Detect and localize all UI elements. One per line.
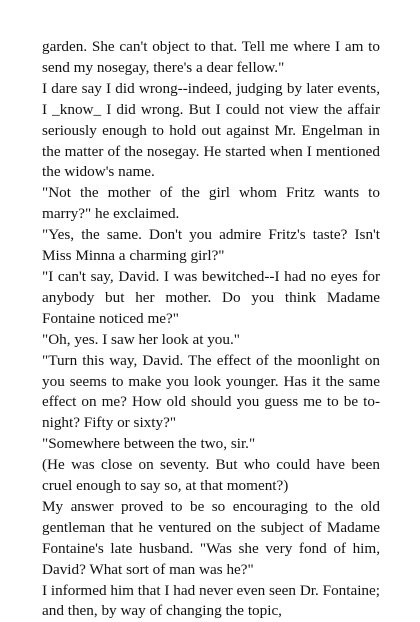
document-page xyxy=(42,37,380,622)
paragraph-6: "Oh, yes. I saw her look at you." xyxy=(42,330,240,348)
paragraph-5: "I can't say, David. I was bewitched--I had no eyes for anybody but her mother. Do you think Madame Fontaine noticed me?" xyxy=(42,267,380,327)
paragraph-8: "Somewhere between the two, sir." xyxy=(42,435,256,453)
paragraph-11: I informed him that I had never even seen Dr. Fontaine; and then, by way of changing the topic, xyxy=(42,581,380,620)
paragraph-10: My answer proved to be so encouraging to the old gentleman that he ventured on the subject of Madame Fontaine's late husband. "Was she very fond of him, David? What sort of man was he?" xyxy=(42,497,380,578)
paragraph-7: "Turn this way, David. The effect of the moonlight on you seems to make you look younger. Has it the same effect on me? How old should you guess me to be to-night? Fifty or sixty?" xyxy=(42,351,380,432)
paragraph-9: (He was close on seventy. But who could have been cruel enough to say so, at that moment?) xyxy=(42,456,380,495)
paragraph-2: I dare say I did wrong--indeed, judging by later events, I _know_ I did wrong. But I could not view the affair seriously enough to hold out against Mr. Engelman in the matter of the nosegay. He started when I mentioned the widow's name. xyxy=(42,79,380,181)
paragraph-1: garden. She can't object to that. Tell me where I am to send my nosegay, there's a dear fellow." xyxy=(42,38,380,76)
paragraph-3: "Not the mother of the girl whom Fritz wants to marry?" he exclaimed. xyxy=(42,184,380,223)
paragraph-4: "Yes, the same. Don't you admire Fritz's taste? Isn't Miss Minna a charming girl?" xyxy=(42,226,380,265)
